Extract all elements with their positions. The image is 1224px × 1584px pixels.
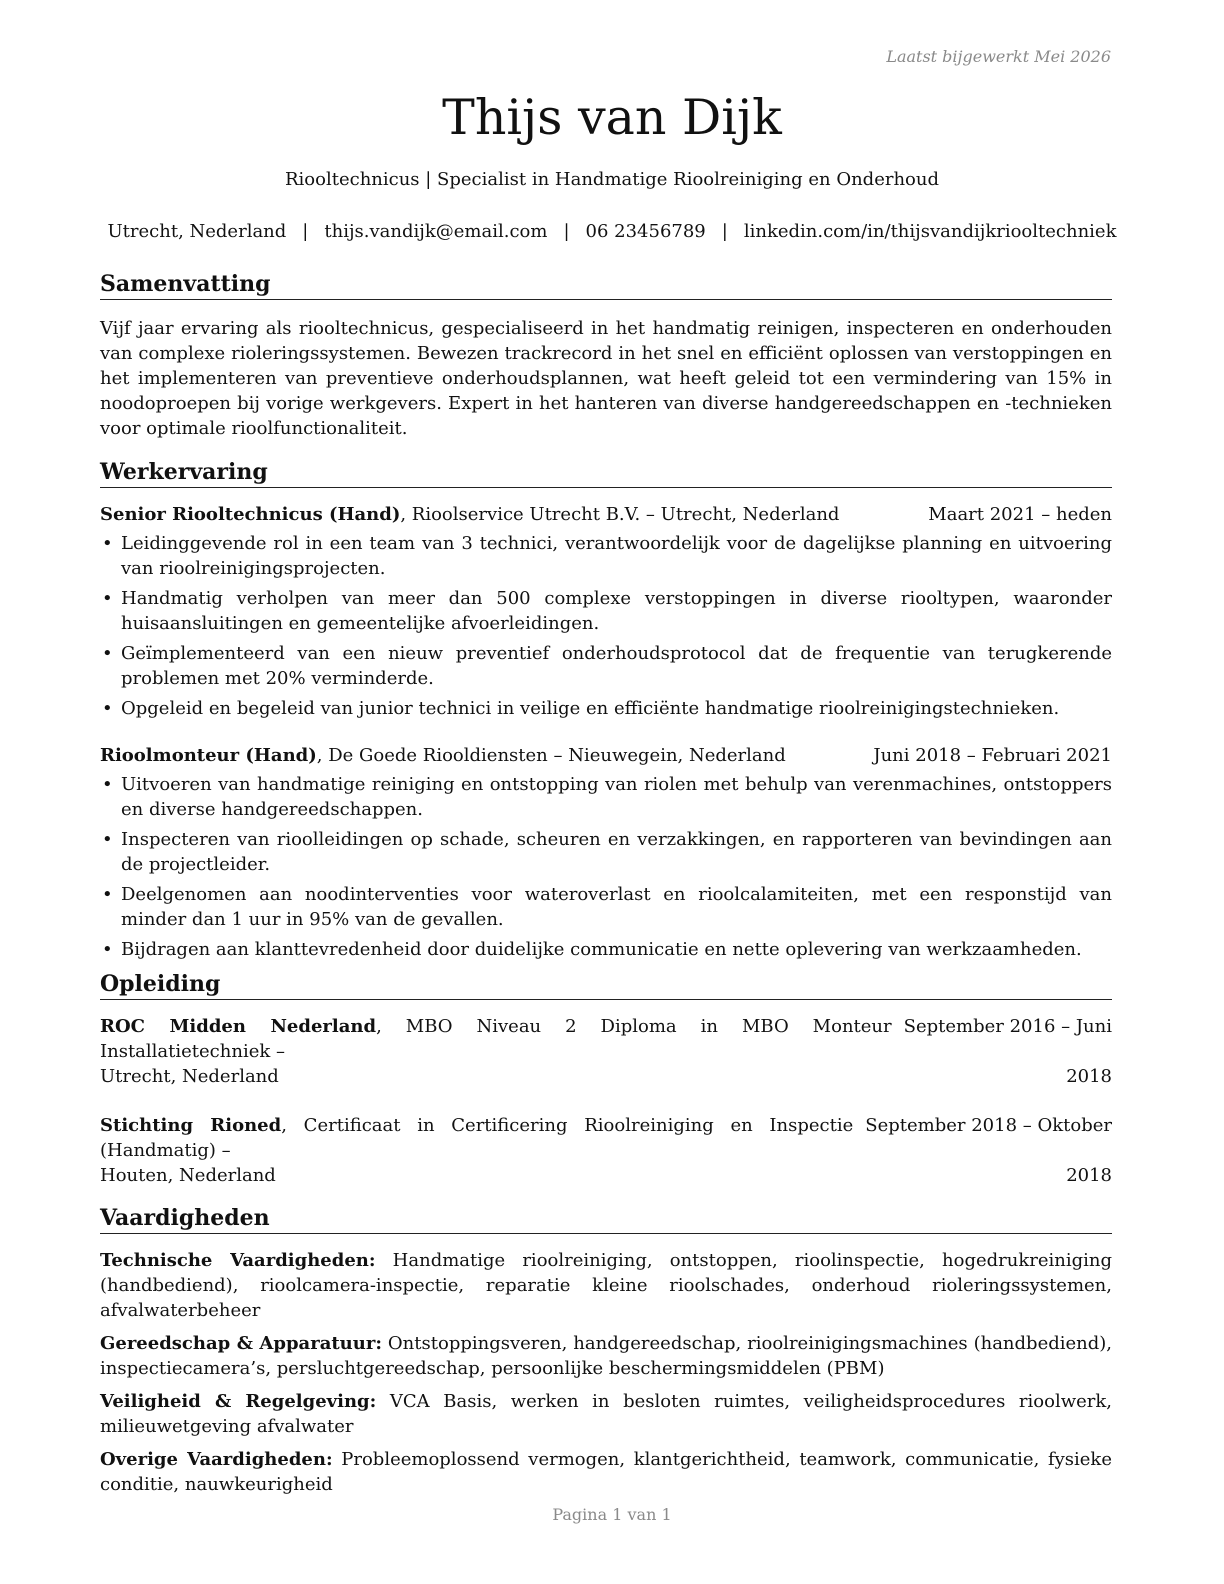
education-dates-end: 2018 <box>1066 1066 1112 1087</box>
section-title-skills: Vaardigheden <box>100 1204 1112 1234</box>
page-number: Pagina 1 van 1 <box>552 1505 672 1524</box>
skill-label: Overige Vaardigheden: <box>100 1449 333 1470</box>
contact-line <box>0 219 1224 244</box>
skill-text: Ontstoppingsveren, handgereedschap, rioolreinigingsmachines (handbediend), inspectiecamera’s, persluchtgereedschap, persoonlijke beschermingsmiddelen (PBM) <box>100 1333 1113 1379</box>
summary-text: Vijf jaar ervaring als riooltechnicus, gespecialiseerd in het handmatig reinigen, inspecteren en onderhouden van complexe rioleringssystemen. Bewezen trackrecord in het snel en efficiënt oplossen van verstoppingen en het implementeren van preventieve onderhoudsplannen, wat heeft geleid tot een vermindering van 15% in noodoproepen bij vorige werkgevers. Expert in het hanteren van diverse handgereedschappen en -technieken voor optimale rioolfunctionaliteit. <box>100 318 1112 439</box>
job-bullet: • Handmatig verholpen van meer dan 500 complexe verstoppingen in diverse riooltypen, waaronder huisaansluitingen en gemeentelijke afvoerleidingen. <box>100 586 1112 636</box>
skill-group <box>100 1248 1112 1323</box>
skill-text: VCA Basis, werken in besloten ruimtes, veiligheidsprocedures rioolwerk, milieuwetgeving afvalwater <box>100 1391 1112 1437</box>
job-bullets <box>100 531 1112 721</box>
headline: Riooltechnicus | Specialist in Handmatige Rioolreiniging en Onderhoud <box>284 169 939 190</box>
skill-text: Handmatige rioolreiniging, ontstoppen, rioolinspectie, hogedrukreiniging (handbediend), rioolcamera-inspectie, reparatie kleine rioolschades, onderhoud rioleringssystemen, afvalwaterbeheer <box>100 1250 1113 1321</box>
education-school: ROC Midden Nederland <box>100 1016 377 1037</box>
education-dates: September 2016 – Juni <box>903 1016 1112 1037</box>
job-bullet: • Deelgenomen aan noodinterventies voor wateroverlast en rioolcalamiteiten, met een responstijd van minder dan 1 uur in 95% van de gevallen. <box>100 882 1112 932</box>
contact-separator: | <box>563 221 570 242</box>
contact-linkedin[interactable]: linkedin.com/in/thijsvandijkriooltechniek <box>743 221 1117 242</box>
education-location: Utrecht, Nederland <box>100 1066 279 1087</box>
job-dates: Maart 2021 – heden <box>928 504 1112 525</box>
contact-location: Utrecht, Nederland <box>107 221 287 242</box>
education-dates: September 2018 – Oktober <box>865 1115 1112 1136</box>
skill-group <box>100 1389 1112 1439</box>
education-program: , Certificaat in Certificering Rioolreiniging en Inspectie (Handmatig) – <box>100 1115 854 1161</box>
education-row <box>100 1064 1112 1089</box>
education-row <box>100 1163 1112 1188</box>
skill-label: Veiligheid & Regelgeving: <box>100 1391 377 1412</box>
skill-group <box>100 1447 1112 1497</box>
job-entry <box>100 502 1112 721</box>
education-program: , MBO Niveau 2 Diploma in MBO Monteur Installatietechniek – <box>100 1016 892 1062</box>
education-entry <box>100 1014 1112 1089</box>
resume-body <box>100 270 1112 1497</box>
contact-separator: | <box>302 221 309 242</box>
contact-email[interactable]: thijs.vandijk@email.com <box>324 221 548 242</box>
education-entry <box>100 1113 1112 1188</box>
education-title-line <box>100 1113 853 1163</box>
section-title-education: Opleiding <box>100 970 1112 1000</box>
education-school: Stichting Rioned <box>100 1115 282 1136</box>
job-bullet: • Geïmplementeerd van een nieuw preventief onderhoudsprotocol dat de frequentie van terugkerende problemen met 20% verminderde. <box>100 641 1112 691</box>
education-row <box>100 1014 1112 1064</box>
job-bullet: • Inspecteren van rioolleidingen op schade, scheuren en verzakkingen, en rapporteren van bevindingen aan de projectleider. <box>100 827 1112 877</box>
job-entry <box>100 743 1112 962</box>
skill-group <box>100 1331 1112 1381</box>
skill-text: Probleemoplossend vermogen, klantgerichtheid, teamwork, communicatie, fysieke conditie, nauwkeurigheid <box>100 1449 1112 1495</box>
job-dates: Juni 2018 – Februari 2021 <box>873 745 1112 766</box>
job-employer: , De Goede Riooldiensten – Nieuwegein, Nederland <box>316 745 786 766</box>
job-title-line <box>100 502 839 527</box>
job-header <box>100 743 1112 768</box>
last-updated-note: Laatst bijgewerkt Mei 2026 <box>886 47 1111 66</box>
education-dates-end: 2018 <box>1066 1165 1112 1186</box>
contact-separator: | <box>721 221 728 242</box>
job-bullet: • Opgeleid en begeleid van junior technici in veilige en efficiënte handmatige rioolreinigingstechnieken. <box>100 696 1112 721</box>
education-title-line <box>100 1014 892 1064</box>
education-location: Houten, Nederland <box>100 1165 276 1186</box>
job-role: Senior Riooltechnicus (Hand) <box>100 504 401 525</box>
skill-label: Gereedschap & Apparatuur: <box>100 1333 382 1354</box>
skill-label: Technische Vaardigheden: <box>100 1250 376 1271</box>
job-title-line <box>100 743 786 768</box>
job-bullets <box>100 772 1112 962</box>
contact-phone[interactable]: 06 23456789 <box>585 221 706 242</box>
job-header <box>100 502 1112 527</box>
section-title-experience: Werkervaring <box>100 458 1112 488</box>
job-bullet: • Bijdragen aan klanttevredenheid door duidelijke communicatie en nette oplevering van werkzaamheden. <box>100 937 1112 962</box>
job-bullet: • Leidinggevende rol in een team van 3 technici, verantwoordelijk voor de dagelijkse planning en uitvoering van rioolreinigingsprojecten. <box>100 531 1112 581</box>
job-bullet: • Uitvoeren van handmatige reiniging en ontstopping van riolen met behulp van verenmachines, ontstoppers en diverse handgereedschappen. <box>100 772 1112 822</box>
job-employer: , Rioolservice Utrecht B.V. – Utrecht, Nederland <box>400 504 840 525</box>
job-role: Rioolmonteur (Hand) <box>100 745 317 766</box>
education-row <box>100 1113 1112 1163</box>
candidate-name: Thijs van Dijk <box>442 89 782 146</box>
section-title-summary: Samenvatting <box>100 270 1112 300</box>
